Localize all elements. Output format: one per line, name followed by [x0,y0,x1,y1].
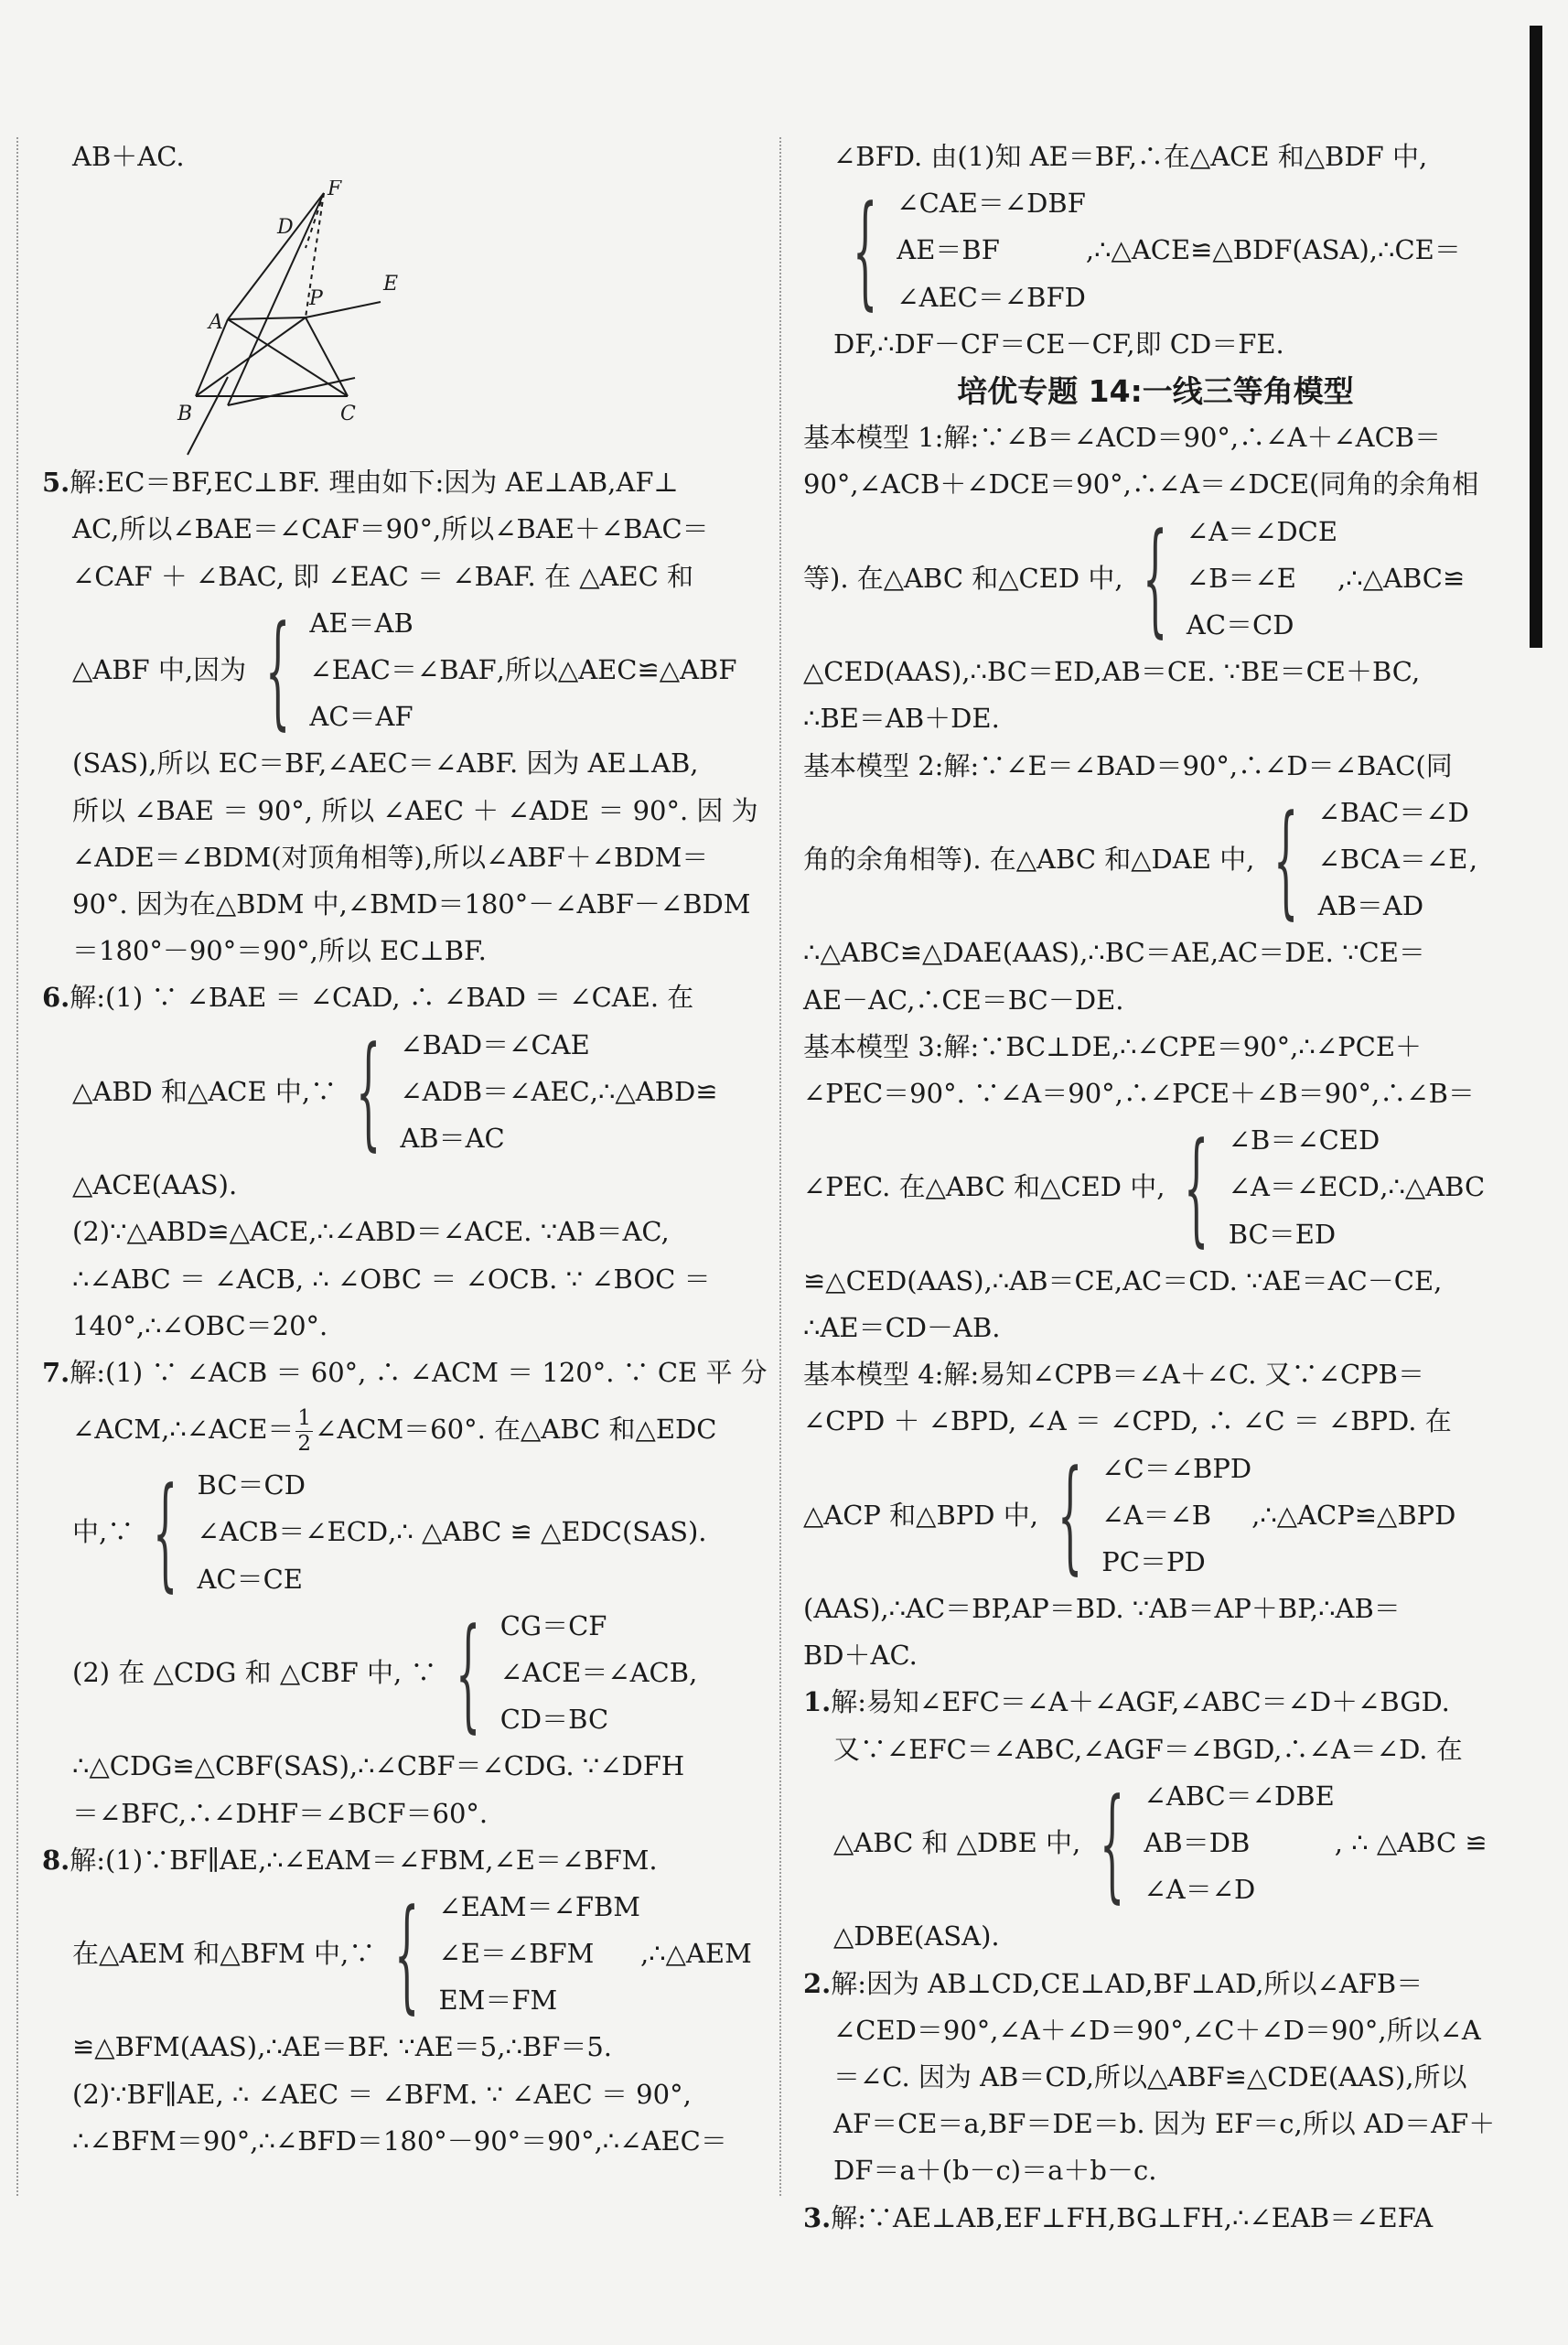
text-line: ＝∠BFC,∴∠DHF＝∠BCF＝60°. [72,1797,489,1829]
text-line: ∠CPD ＋ ∠BPD, ∠A ＝ ∠CPD, ∴ ∠C ＝ ∠BPD. 在 [803,1405,1452,1437]
equation-system: { ∠CAE＝∠DBF AE＝BF ∠AEC＝∠BFD ,∴△ACE≌△BDF(ASA),∴CE＝ [852,178,1461,322]
text-line: ∠PEC＝90°. ∵∠A＝90°,∴∠PCE＋∠B＝90°,∴∠B＝ [803,1077,1475,1109]
system-line: AB＝AC [400,1122,505,1154]
brace-icon: { [1273,788,1299,931]
system-line: EM＝FM [438,1985,558,2017]
text-line: (SAS),所以 EC＝BF,∠AEC＝∠ABF. 因为 AE⊥AB, [72,748,699,780]
system-line: ∠BCA＝∠E [1317,843,1468,875]
brace-icon: { [456,1601,481,1745]
q5-line: 5.解:EC＝BF,EC⊥BF. 理由如下:因为 AE⊥AB,AF⊥ [42,467,679,499]
q6-line: 6.解:(1) ∵ ∠BAE ＝ ∠CAD, ∴ ∠BAD ＝ ∠CAE. 在 [42,982,694,1014]
fraction: $\frac{1}{2}$ [297,1405,312,1456]
text-line: DF＝a＋(b－c)＝a＋b－c. [833,2155,1157,2187]
section-title: 培优专题 14:一线三等角模型 [957,372,1354,409]
label-C: C [340,403,356,426]
label-P: P [309,287,323,311]
brace-icon: { [265,598,291,742]
text-line: ∴AE＝CD－AB. [803,1311,1001,1343]
equation-system: (2) 在 △CDG 和 △CBF 中, ∵ { CG＝CF ∠ACE＝∠ACB CD＝BC , [72,1601,698,1745]
text-line: DF,∴DF－CF＝CE－CF,即 CD＝FE. [833,328,1284,360]
label-F: F [328,180,342,201]
text-line: △CED(AAS),∴BC＝ED,AB＝CE. ∵BE＝CE＋BC, [803,656,1421,688]
system-line: ∠EAC＝∠BAF [309,654,497,685]
text-line: ∠CED＝90°,∠A＋∠D＝90°,∠C＋∠D＝90°,所以∠A [833,2014,1481,2046]
equation-system: ∠PEC. 在△ABC 和△CED 中, { ∠B＝∠CED ∠A＝∠ECD BC＝ED ,∴△ABC [803,1115,1486,1259]
text-line: ∴∠BFM＝90°,∴∠BFD＝180°－90°＝90°,∴∠AEC＝ [72,2124,727,2157]
text-line: (2)∵BF∥AE, ∴ ∠AEC ＝ ∠BFM. ∵ ∠AEC ＝ 90°, [72,2078,692,2110]
system-line: ∠BAC＝∠D [1317,796,1469,828]
system-line: ∠EAM＝∠FBM [438,1890,640,1922]
text-line: ∠CAF ＋ ∠BAC, 即 ∠EAC ＝ ∠BAF. 在 △AEC 和 [72,560,694,592]
system-line: ∠ACE＝∠ACB [499,1656,690,1688]
brace-icon: { [1184,1115,1209,1259]
system-line: ∠CAE＝∠DBF [897,188,1086,220]
system-line: AE＝BF [897,234,1000,266]
system-line: CD＝BC [499,1704,609,1736]
brace-icon: { [394,1882,420,2026]
label-D: D [277,216,294,240]
text-line: ∴△ABC≌△DAE(AAS),∴BC＝AE,AC＝DE. ∵CE＝ [803,937,1425,969]
system-line: AE＝AB [309,607,413,639]
system-line: ∠ACB＝∠ECD [197,1516,389,1548]
system-line: ∠C＝∠BPD [1101,1452,1252,1484]
q8-line: 8.解:(1)∵BF∥AE,∴∠EAM＝∠FBM,∠E＝∠BFM. [42,1844,658,1876]
brace-icon: { [356,1020,381,1164]
system-line: ∠AEC＝∠BFD [897,281,1086,313]
equation-system: 中,∵ { BC＝CD ∠ACB＝∠ECD AC＝CE ,∴ △ABC ≌ △EDC(SAS). [72,1460,707,1604]
system-line: AC＝CE [197,1563,303,1595]
system-line: AC＝AF [309,701,413,733]
text-line: AF＝CE＝a,BF＝DE＝b. 因为 EF＝c,所以 AD＝AF＋ [833,2108,1496,2140]
equation-system: △ACP 和△BPD 中, { ∠C＝∠BPD ∠A＝∠B PC＝PD ,∴△ACP≌△BPD [803,1444,1456,1587]
equation-system: 角的余角相等). 在△ABC 和△DAE 中, { ∠BAC＝∠D ∠BCA＝∠E AB＝AD , [803,788,1478,931]
text-line: AC,所以∠BAE＝∠CAF＝90°,所以∠BAE＋∠BAC＝ [72,513,709,545]
text-line: 又∵∠EFC＝∠ABC,∠AGF＝∠BGD,∴∠A＝∠D. 在 [833,1733,1463,1765]
text-line: ≌△BFM(AAS),∴AE＝BF. ∵AE＝5,∴BF＝5. [72,2031,613,2063]
q7-number: 7. [42,1356,70,1388]
page-edge-bar [1530,26,1542,648]
equation-system: 等). 在△ABC 和△CED 中, { ∠A＝∠DCE ∠B＝∠E AC＝CD ,∴△ABC≌ [803,507,1466,651]
q6-number: 6. [42,982,70,1014]
p1-line: 1.解:易知∠EFC＝∠A＋∠AGF,∠ABC＝∠D＋∠BGD. [803,1686,1450,1718]
equation-system: △ABD 和△ACE 中,∵ { ∠BAD＝∠CAE ∠ADB＝∠AEC AB＝AC ,∴△ABD≌ [72,1020,718,1164]
p2-line: 2.解:因为 AB⊥CD,CE⊥AD,BF⊥AD,所以∠AFB＝ [803,1967,1423,1999]
fraction-line: ∠ACM,∴∠ACE＝ $\frac{1}{2}$ ∠ACM＝60°. 在△ABC 和△EDC [72,1405,717,1456]
system-line: ∠ABC＝∠DBE [1144,1780,1335,1812]
brace-icon: { [852,178,878,322]
system-line: ∠A＝∠DCE [1186,515,1338,547]
brace-icon: { [1100,1771,1125,1915]
left-margin-rule [16,137,18,2196]
label-E: E [383,273,399,296]
text-line: AB＋AC. [72,141,185,172]
left-column [42,134,768,2165]
equation-system: △ABC 和 △DBE 中, { ∠ABC＝∠DBE AB＝DB ∠A＝∠D , ∴ △ABC ≌ [833,1771,1487,1915]
p1-number: 1. [803,1686,832,1718]
system-line: AC＝CD [1186,608,1294,640]
text-line: 基本模型 2:解:∵∠E＝∠BAD＝90°,∴∠D＝∠BAC(同 [803,749,1453,781]
brace-icon: { [153,1460,178,1604]
system-line: ∠A＝∠ECD [1228,1171,1380,1203]
system-line: BC＝ED [1228,1218,1337,1250]
q7-line: 7.解:(1) ∵ ∠ACB ＝ 60°, ∴ ∠ACM ＝ 120°. ∵ CE 平 分 [42,1356,768,1388]
system-line: ∠A＝∠B [1101,1499,1212,1531]
text-line: AE－AC,∴CE＝BC－DE. [803,984,1124,1016]
q8-number: 8. [42,1844,70,1876]
text-line: 基本模型 3:解:∵BC⊥DE,∴∠CPE＝90°,∴∠PCE＋ [803,1030,1423,1062]
equation-system: △ABF 中,因为 { AE＝AB ∠EAC＝∠BAF AC＝AF ,所以△AEC≌△ABF [72,598,737,742]
brace-icon: { [1057,1444,1083,1587]
system-line: ∠B＝∠CED [1228,1124,1380,1156]
brace-icon: { [1142,507,1167,651]
p3-number: 3. [803,2201,832,2233]
system-line: BC＝CD [197,1469,306,1501]
equation-system: 在△AEM 和△BFM 中,∵ { ∠EAM＝∠FBM ∠E＝∠BFM EM＝FM ,∴△AEM [72,1882,752,2026]
text-line: (2)∵△ABD≌△ACE,∴∠ABD＝∠ACE. ∵AB＝AC, [72,1216,670,1248]
system-line: AB＝DB [1144,1827,1251,1859]
text-line: BD＋AC. [803,1640,918,1672]
text-line: (AAS),∴AC＝BP,AP＝BD. ∵AB＝AP＋BP,∴AB＝ [803,1593,1401,1625]
system-line: CG＝CF [499,1609,607,1641]
text-line: △ACE(AAS). [72,1169,238,1201]
text-line: ∴△CDG≌△CBF(SAS),∴∠CBF＝∠CDG. ∵∠DFH [72,1750,685,1782]
text-line: ∠ADE＝∠BDM(对顶角相等),所以∠ABF＋∠BDM＝ [72,841,709,873]
right-column [803,134,1508,2242]
text-line: 基本模型 4:解:易知∠CPB＝∠A＋∠C. 又∵∠CPB＝ [803,1359,1424,1391]
text-line: ∴BE＝AB＋DE. [803,703,1000,735]
system-line: ∠A＝∠D [1144,1874,1256,1906]
p3-line: 3.解:∵AE⊥AB,EF⊥FH,BG⊥FH,∴∠EAB＝∠EFA [803,2201,1434,2233]
text-line: ∴∠ABC ＝ ∠ACB, ∴ ∠OBC ＝ ∠OCB. ∵ ∠BOC ＝ [72,1263,711,1295]
system-line: ∠B＝∠E [1186,562,1296,594]
system-line: ∠E＝∠BFM [438,1938,595,1970]
text-line: ＝∠C. 因为 AB＝CD,所以△ABF≌△CDE(AAS),所以 [833,2061,1467,2093]
text-line: 140°,∴∠OBC＝20°. [72,1309,328,1341]
label-B: B [177,403,193,426]
p2-number: 2. [803,1967,832,1999]
text-line: 90°,∠ACB＋∠DCE＝90°,∴∠A＝∠DCE(同角的余角相 [803,468,1479,500]
text-line: ∠BFD. 由(1)知 AE＝BF,∴在△ACE 和△BDF 中, [833,141,1428,172]
text-line: 90°. 因为在△BDM 中,∠BMD＝180°－∠ABF－∠BDM [72,887,751,920]
text-line: ≌△CED(AAS),∴AB＝CE,AC＝CD. ∵AE＝AC－CE, [803,1264,1443,1296]
system-line: AB＝AD [1317,890,1424,922]
system-line: ∠ADB＝∠AEC [400,1075,590,1107]
system-line: ∠BAD＝∠CAE [400,1028,590,1060]
text-line: ＝180°－90°＝90°,所以 EC⊥BF. [72,935,487,967]
q5-number: 5. [42,467,70,499]
system-line: PC＝PD [1101,1545,1206,1577]
text-line: △DBE(ASA). [833,1920,1000,1952]
geometry-figure [170,180,445,459]
text-line: 所以 ∠BAE ＝ 90°, 所以 ∠AEC ＋ ∠ADE ＝ 90°. 因 为 [72,794,758,826]
label-A: A [209,311,223,335]
text-line: 基本模型 1:解:∵∠B＝∠ACD＝90°,∴∠A＋∠ACB＝ [803,422,1442,454]
column-divider [779,137,781,2196]
